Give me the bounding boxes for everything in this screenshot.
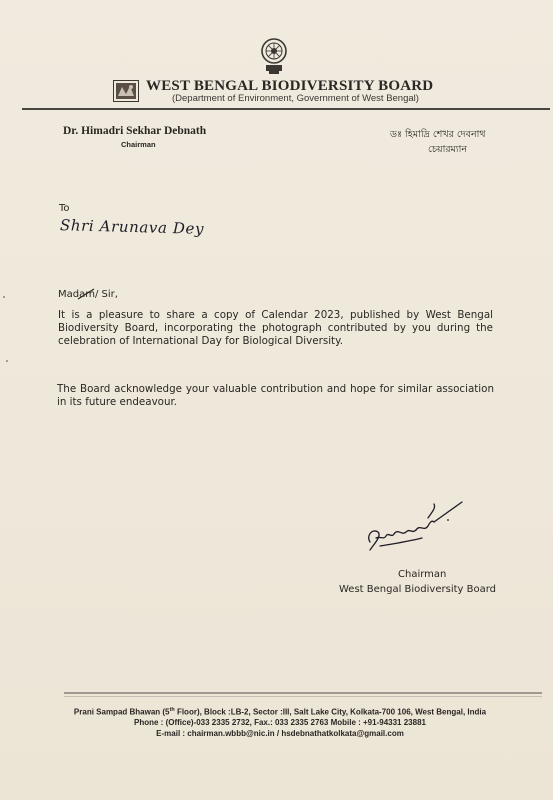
margin-mark bbox=[6, 360, 8, 362]
sender-name: Dr. Himadri Sekhar Debnath bbox=[63, 125, 207, 137]
sender-title: Chairman bbox=[121, 140, 156, 149]
closing-organization: West Bengal Biodiversity Board bbox=[339, 584, 497, 595]
footer-address-start: Prani Sampad Bhawan (5 bbox=[73, 707, 170, 717]
recipient-name: Shri Arunava Dey bbox=[59, 216, 205, 238]
footer-address-superscript: th bbox=[169, 707, 175, 713]
footer-address-end: Floor), Block :LB-2, Sector :III, Salt Lake City, Kolkata-700 106, West Bengal, India bbox=[174, 707, 487, 717]
footer-phone: Phone : (Office)-033 2335 2732, Fax.: 033 2335 2763 Mobile : +91-94331 23881 bbox=[134, 718, 426, 727]
sender-title-bengali: চেয়ারম্যান bbox=[428, 144, 468, 155]
footer-email: E-mail : chairman.wbbb@nic.in / hsdebnathatkolkata@gmail.com bbox=[156, 729, 404, 738]
letter-paragraph-2: The Board acknowledge your valuable contribution and hope for similar association in its future endeavour. bbox=[57, 383, 494, 409]
footer-divider bbox=[64, 692, 542, 694]
footer-address bbox=[60, 707, 500, 717]
chairman-signature bbox=[362, 492, 466, 556]
board-logo-icon bbox=[113, 80, 139, 102]
margin-mark bbox=[3, 296, 5, 298]
letter-paragraph-1: It is a pleasure to share a copy of Calendar 2023, published by West Bengal Biodiversity Board, incorporating the photograph contributed by you during the celebration of International Day for Biological Diversity. bbox=[58, 309, 493, 348]
department-subtitle: (Department of Environment, Government of West Bengal) bbox=[172, 93, 419, 104]
strikethrough-mark bbox=[76, 287, 98, 301]
salutation: Madam/ Sir, bbox=[58, 289, 118, 300]
to-label: To bbox=[59, 203, 70, 214]
state-emblem-icon bbox=[257, 36, 291, 76]
header-divider bbox=[22, 108, 550, 110]
footer-divider-thin bbox=[64, 696, 542, 697]
closing-title: Chairman bbox=[398, 569, 447, 580]
organization-name: WEST BENGAL BIODIVERSITY BOARD bbox=[146, 78, 434, 94]
sender-name-bengali: ডঃ হিমাদ্রি শেখর দেবনাথ bbox=[390, 129, 486, 140]
